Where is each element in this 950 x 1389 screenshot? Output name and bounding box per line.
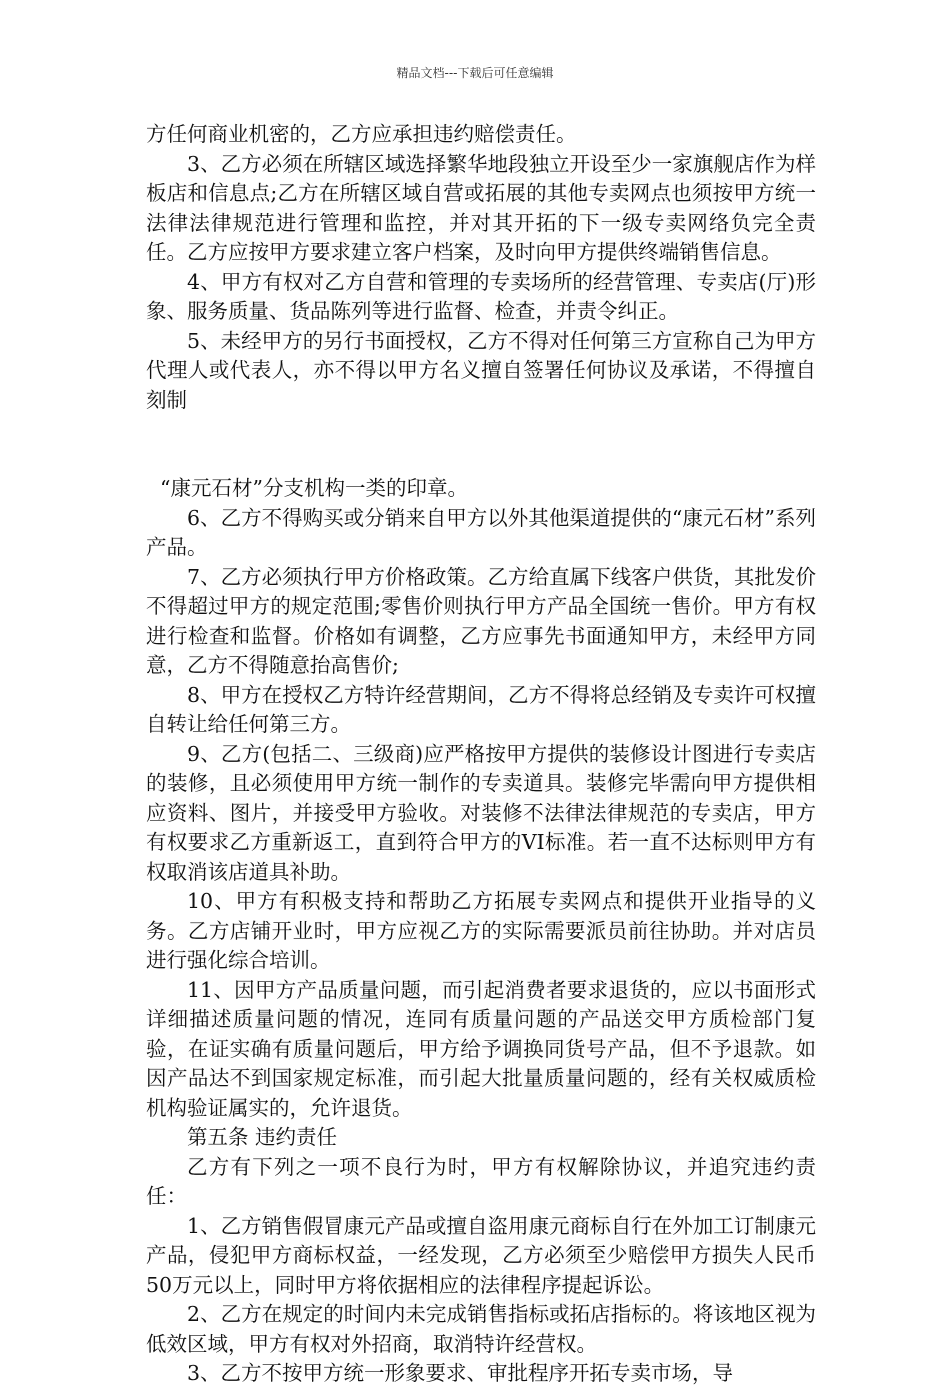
paragraph-article-5-intro: 乙方有下列之一项不良行为时，甲方有权解除协议，并追究违约责任： [146,1154,816,1208]
paragraph-clause-10: 10、甲方有积极支持和帮助乙方拓展专卖网点和提供开业指导的义务。乙方店铺开业时，甲方应视乙方的实际需要派员前往协助。并对店员进行强化综合培训。 [146,889,816,972]
blank-gap [146,415,816,474]
paragraph-clause-5: 5、未经甲方的另行书面授权，乙方不得对任何第三方宣称自己为甲方代理人或代表人，亦不得以甲方名义擅自签署任何协议及承诺，不得擅自刻制 [146,328,816,412]
paragraph-clause-7: 7、乙方必须执行甲方价格政策。乙方给直属下线客户供货，其批发价不得超过甲方的规定范围;零售价则执行甲方产品全国统一售价。甲方有权进行检查和监督。价格如有调整，乙方应事先书面通知甲方，未经甲方同意，乙方不得随意抬高售价; [146,564,816,677]
paragraph-0: 方任何商业机密的，乙方应承担违约赔偿责任。 [146,122,577,146]
paragraph-clause-11: 11、因甲方产品质量问题，而引起消费者要求退货的，应以书面形式详细描述质量问题的情况，连同有质量问题的产品送交甲方质检部门复验，在证实确有质量问题后，甲方给予调换同货号产品，但不予退款。如因产品达不到国家规定标准，而引起大批量质量问题的，经有关权威质检机构验证属实的，允许退货。 [146,977,816,1120]
page-header: 精品文档---下载后可任意编辑 [396,66,554,80]
paragraph-clause-6: 6、乙方不得购买或分销来自甲方以外其他渠道提供的“康元石材”系列产品。 [146,505,816,559]
paragraph-breach-1: 1、乙方销售假冒康元产品或擅自盗用康元商标自行在外加工订制康元产品，侵犯甲方商标权益，一经发现，乙方必须至少赔偿甲方损失人民币50万元以上，同时甲方将依据相应的法律程序提起诉讼。 [146,1213,816,1297]
paragraph-breach-2: 2、乙方在规定的时间内未完成销售指标或拓店指标的。将该地区视为低效区域，甲方有权对外招商，取消特许经营权。 [146,1302,816,1356]
paragraph-clause-3: 3、乙方必须在所辖区域选择繁华地段独立开设至少一家旗舰店作为样板店和信息点;乙方在所辖区域自营或拓展的其他专卖网点也须按甲方统一法律法律规范进行管理和监控，并对其开拓的下一级专卖网络负完全责任。乙方应按甲方要求建立客户档案，及时向甲方提供终端销售信息。 [146,151,816,264]
paragraph-seal-continuation: “康元石材”分支机构一类的印章。 [160,476,468,500]
paragraph-clause-9: 9、乙方(包括二、三级商)应严格按甲方提供的装修设计图进行专卖店的装修，且必须使用甲方统一制作的专卖道具。装修完毕需向甲方提供相应资料、图片，并接受甲方验收。对装修不法律法律规范的专卖店，甲方有权要求乙方重新返工，直到符合甲方的VI标准。若一直不达标则甲方有权取消该店道具补助。 [146,741,816,884]
section-heading-article-5: 第五条 违约责任 [187,1125,338,1149]
paragraph-clause-4: 4、甲方有权对乙方自营和管理的专卖场所的经营管理、专卖店(厅)形象、服务质量、货品陈列等进行监督、检查，并责令纠正。 [146,269,816,323]
document-body [146,120,816,1389]
paragraph-clause-8: 8、甲方在授权乙方特许经营期间，乙方不得将总经销及专卖许可权擅自转让给任何第三方。 [146,682,816,736]
paragraph-breach-3: 3、乙方不按甲方统一形象要求、审批程序开拓专卖市场，导 [187,1361,734,1385]
